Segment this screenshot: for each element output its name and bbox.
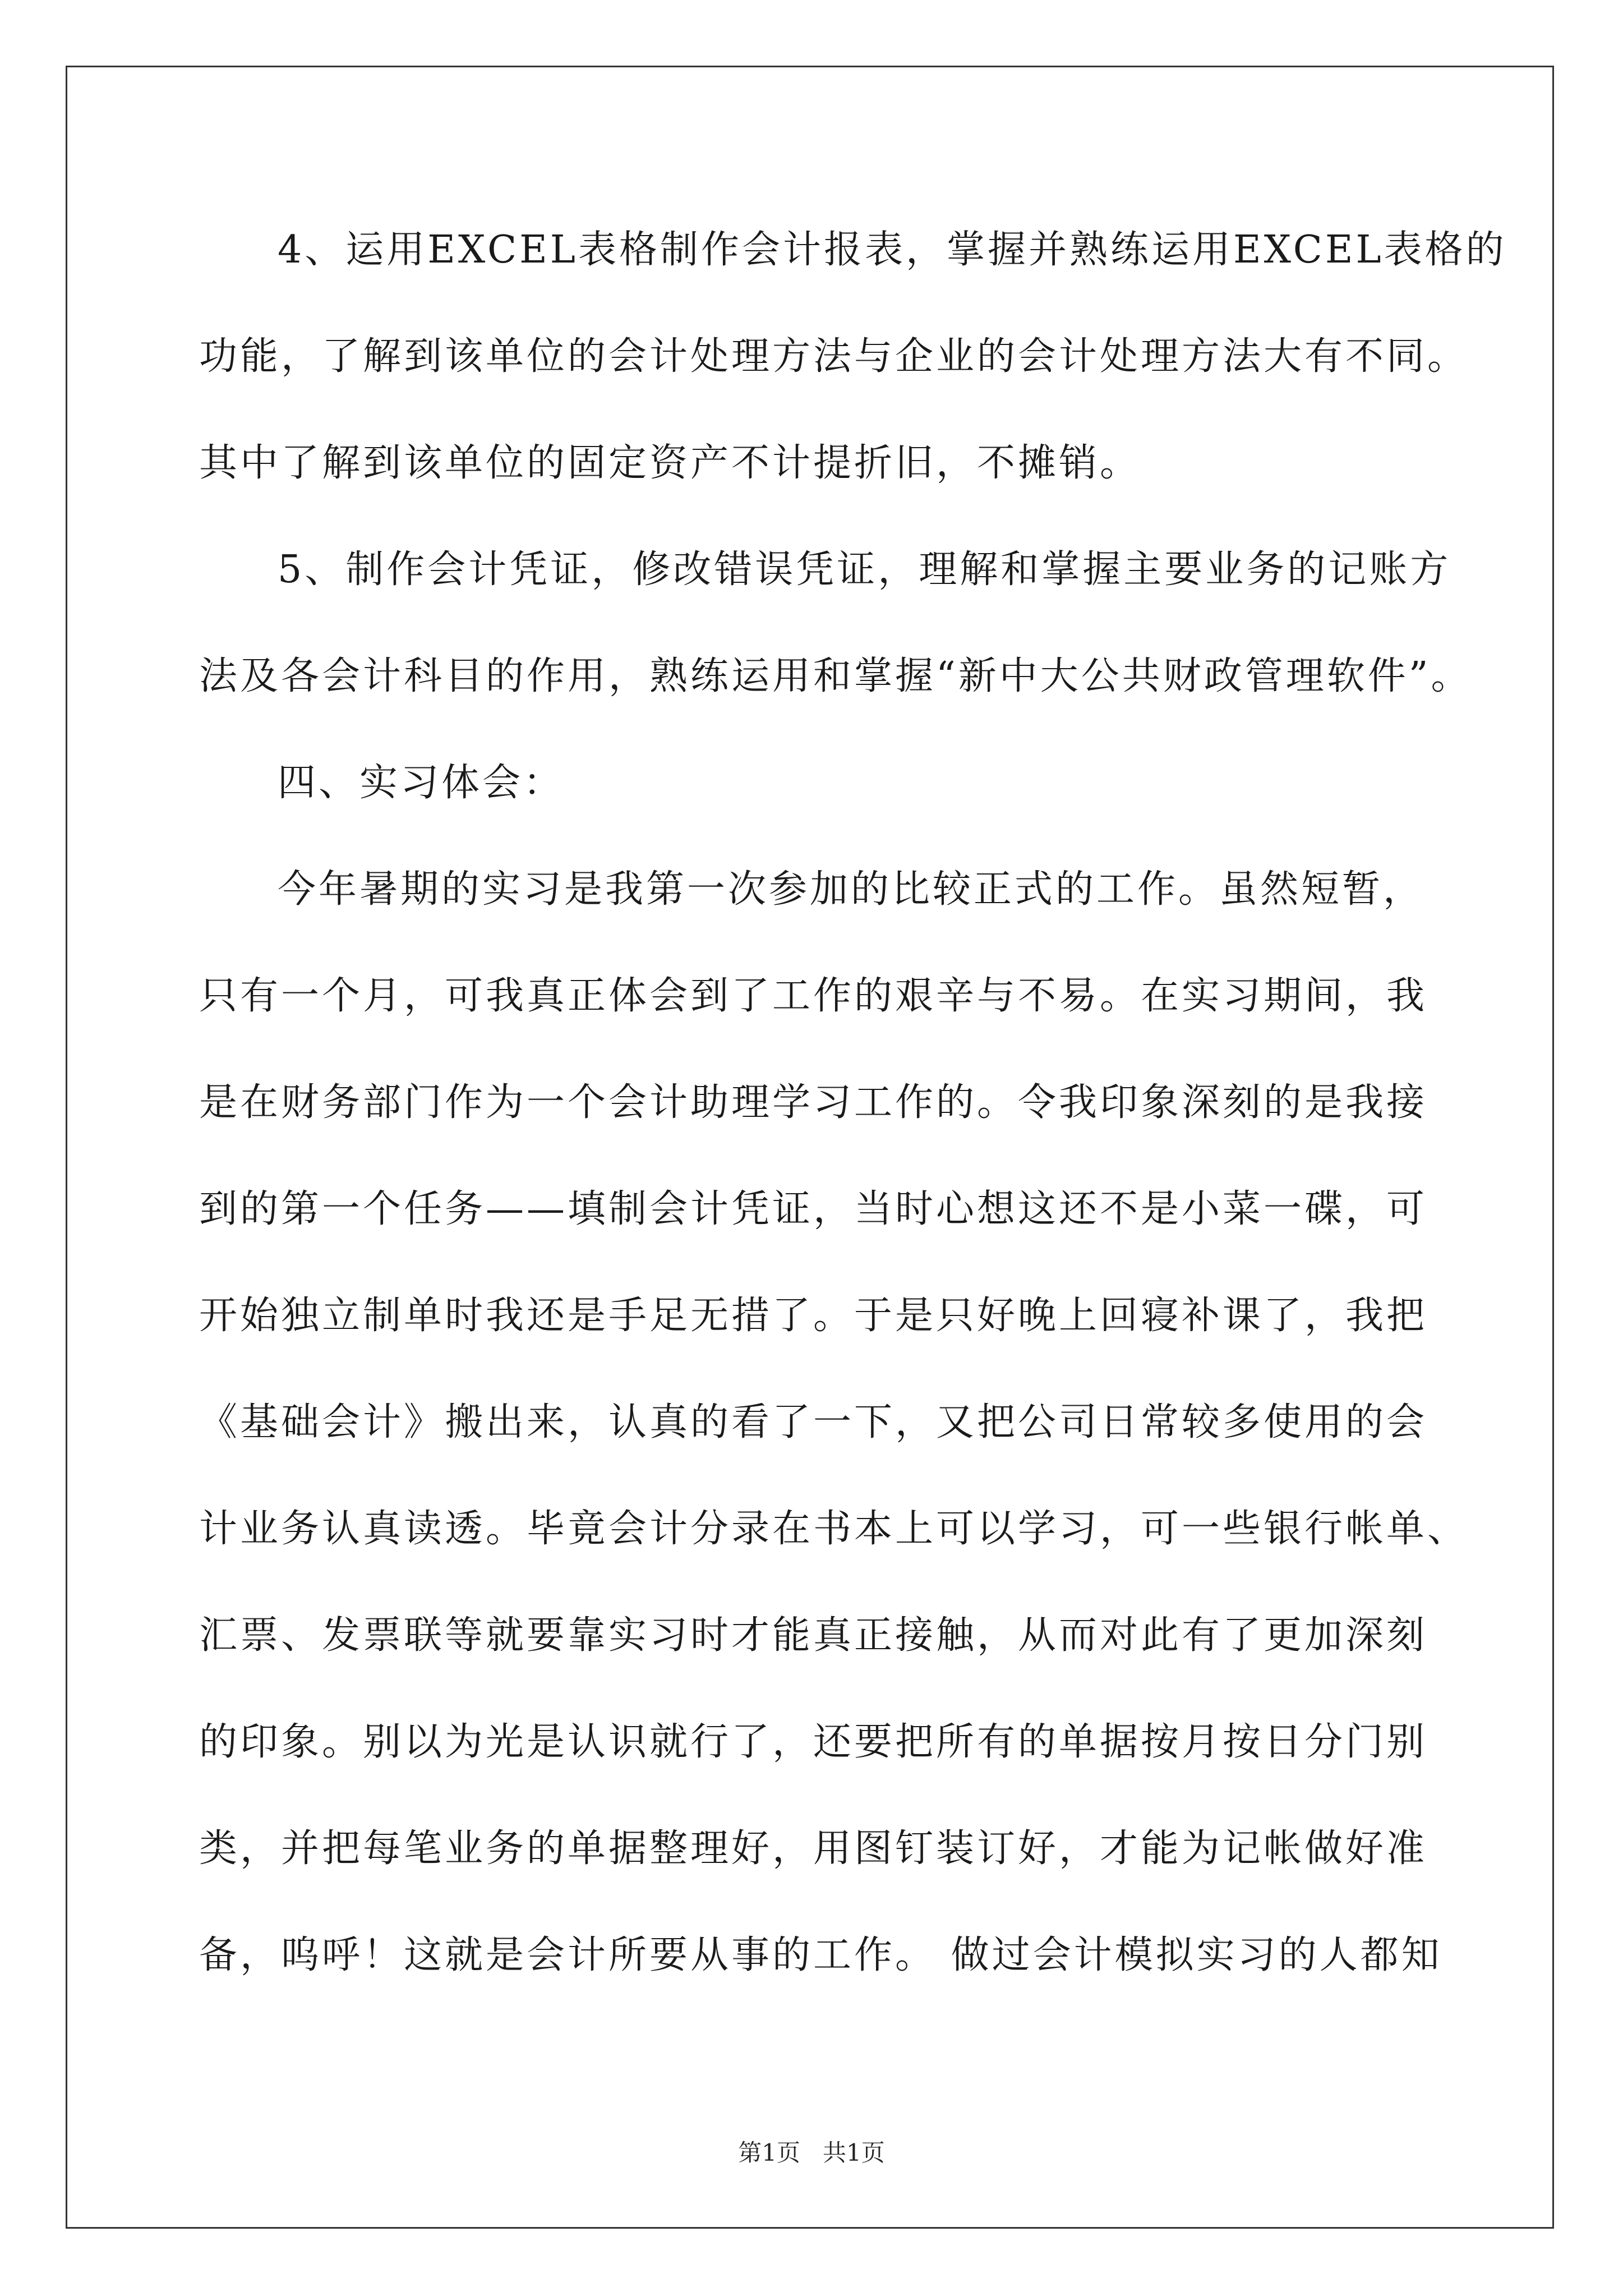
paragraph-line-15: 的印象。别以为光是认识就行了，还要把所有的单据按月按日分门别 xyxy=(199,1720,1428,1764)
page-border xyxy=(66,66,1554,2229)
paragraph-line-4: 5、制作会计凭证，修改错误凭证，理解和掌握主要业务的记账方 xyxy=(278,547,1451,592)
paragraph-line-11: 开始独立制单时我还是手足无措了。于是只好晚上回寝补课了，我把 xyxy=(199,1294,1428,1338)
paragraph-line-14: 汇票、发票联等就要靠实习时才能真正接触，从而对此有了更加深刻 xyxy=(199,1613,1428,1658)
paragraph-line-17: 备，呜呼！这就是会计所要从事的工作。 做过会计模拟实习的人都知 xyxy=(199,1933,1442,1977)
paragraph-line-13: 计业务认真读透。毕竟会计分录在书本上可以学习，可一些银行帐单、 xyxy=(199,1507,1469,1551)
paragraph-line-9: 是在财务部门作为一个会计助理学习工作的。令我印象深刻的是我接 xyxy=(199,1080,1428,1125)
paragraph-line-16: 类，并把每笔业务的单据整理好，用图钉装订好，才能为记帐做好准 xyxy=(199,1826,1428,1871)
paragraph-line-3: 其中了解到该单位的固定资产不计提折旧，不摊销。 xyxy=(199,441,1141,485)
paragraph-line-2: 功能，了解到该单位的会计处理方法与企业的会计处理方法大有不同。 xyxy=(199,334,1469,379)
paragraph-line-10: 到的第一个任务——填制会计凭证，当时心想这还不是小菜一碟，可 xyxy=(199,1187,1428,1231)
paragraph-line-8: 只有一个月，可我真正体会到了工作的艰辛与不易。在实习期间，我 xyxy=(199,974,1428,1018)
paragraph-line-5: 法及各会计科目的作用，熟练运用和掌握“新中大公共财政管理软件”。 xyxy=(199,654,1472,698)
paragraph-line-7: 今年暑期的实习是我第一次参加的比较正式的工作。虽然短暂， xyxy=(278,867,1424,912)
paragraph-line-1: 4、运用EXCEL表格制作会计报表，掌握并熟练运用EXCEL表格的 xyxy=(278,228,1507,272)
page-footer: 第1页 共1页 xyxy=(738,2139,885,2166)
section-heading: 四、实习体会： xyxy=(278,761,565,805)
paragraph-line-12: 《基础会计》搬出来，认真的看了一下，又把公司日常较多使用的会 xyxy=(199,1400,1428,1444)
